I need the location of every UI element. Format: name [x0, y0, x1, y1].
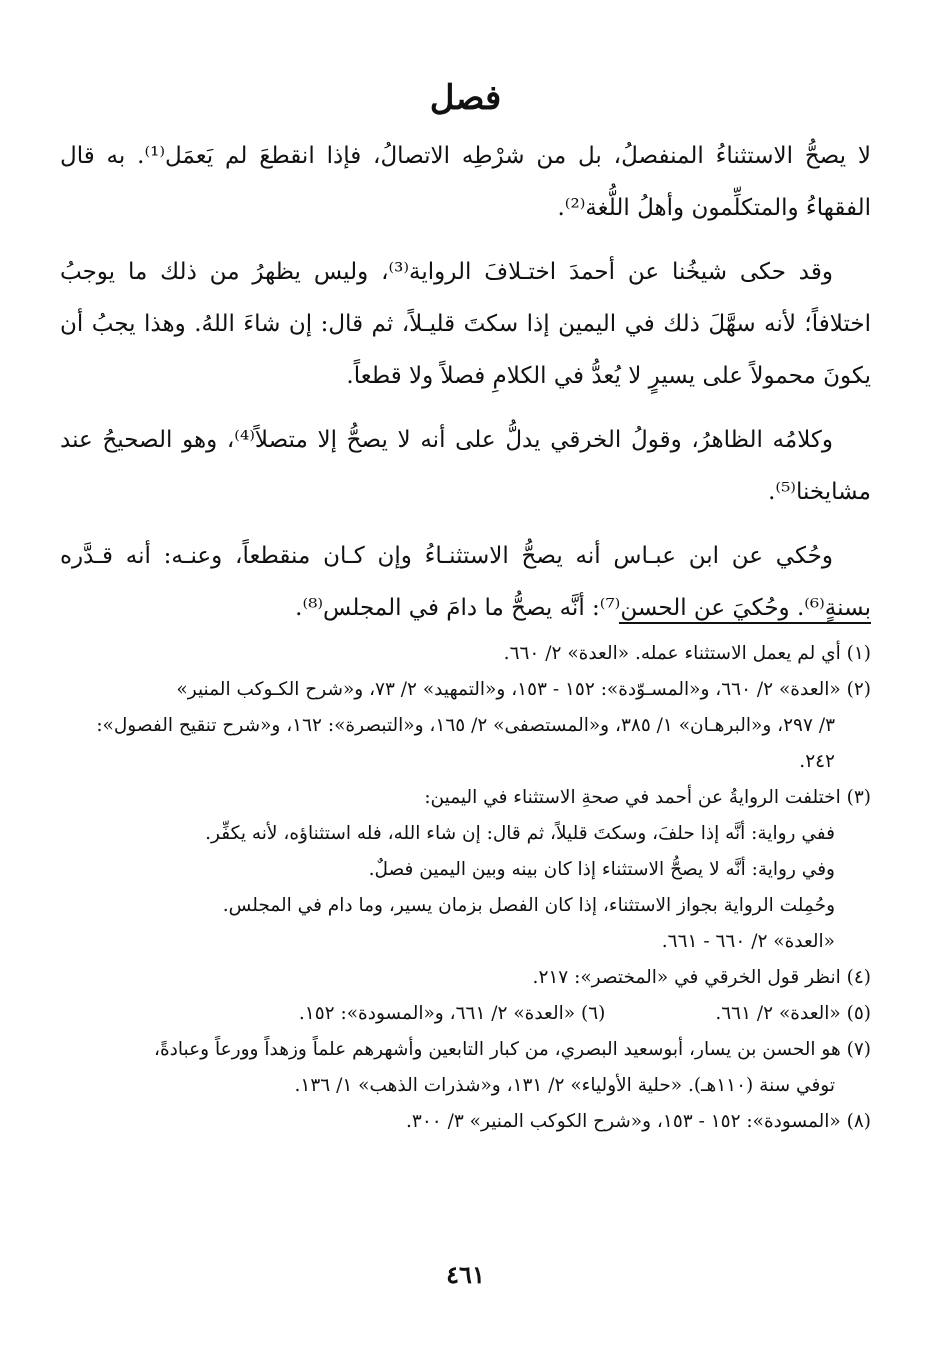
- footnote-row-5-6: [60, 996, 871, 1032]
- footnote-1: (١) أي لم يعمل الاستثناء عمله. «العدة» ٢/ ٦٦٠.: [503, 643, 871, 664]
- paragraph-3: وكلامُه الظاهرُ، وقولُ الخرقي يدلُّ على أنه لا يصحُّ إلا متصلاً⁽⁴⁾، وهو الصحيحُ عند مشايخنا⁽⁵⁾.: [60, 427, 871, 505]
- footnotes: [60, 636, 871, 1140]
- paragraph-4: وحُكي عن ابن عبـاس أنه يصحُّ الاستثنـاءُ وإن كـان منقطعاً، وعنـه: أنه قـدَّره بسنةٍ⁽⁶⁾. وحُكيَ عن الحسن⁽⁷⁾: أنَّه يصحُّ ما دامَ في المجلس⁽⁸⁾.: [60, 543, 871, 621]
- footnote-8: (٨) «المسودة»: ١٥٢ - ١٥٣، و«شرح الكوكب المنير» ٣/ ٣٠٠.: [406, 1111, 871, 1132]
- footnote-3-line-a: ففي رواية: أنَّه إذا حلفَ، وسكتَ قليلاً، ثم قال: إن شاء الله، فله استثناؤه، لأنه يكفِّر.: [205, 823, 835, 844]
- page-number: ٤٦١: [446, 1260, 485, 1289]
- footnote-7: (٧) هو الحسن بن يسار، أبوسعيد البصري، من كبار التابعين وأشهرهم علماً وزهداً وورعاً وعبادةً،: [154, 1039, 871, 1060]
- footnote-7-continued: توفي سنة (١١٠هـ). «حلية الأولياء» ٢/ ١٣١، و«شذرات الذهب» ١/ ١٣٦.: [294, 1075, 835, 1096]
- section-heading: فصل: [429, 78, 502, 118]
- paragraph-1: لا يصحُّ الاستثناءُ المنفصلُ، بل من شرْطِه الاتصالُ، فإذا انقطعَ لم يَعمَل⁽¹⁾. به قال الفقهاءُ والمتكلِّمون وأهلُ اللُّغة⁽²⁾.: [60, 143, 871, 221]
- footnote-5: (٥) «العدة» ٢/ ٦٦١.: [715, 1003, 871, 1024]
- footnote-2-continued: ٣/ ٢٩٧، و«البرهـان» ١/ ٣٨٥، و«المستصفى» ٢/ ١٦٥، و«التبصرة»: ١٦٢، و«شرح تنقيح الفصول»: ٢٤٢.: [96, 715, 835, 772]
- footnote-divider: [619, 622, 871, 624]
- footnote-2: (٢) «العدة» ٢/ ٦٦٠، و«المسـوّدة»: ١٥٢ - ١٥٣، و«التمهيد» ٢/ ٧٣، و«شرح الكـوكب المنير»: [176, 679, 871, 700]
- paragraph-2: وقد حكى شيخُنا عن أحمدَ اختـلافَ الرواية⁽³⁾، وليس يظهرُ من ذلك ما يوجبُ اختلافاً؛ لأنه سهَّلَ ذلك في اليمين إذا سكتَ قليـلاً، ثم قال: إن شاءَ اللهُ. وهذا يجبُ أن يكونَ محمولاً على يسيرٍ لا يُعدُّ في الكلامِ فصلاً ولا قطعاً.: [60, 259, 871, 389]
- footnote-3-line-d: «العدة» ٢/ ٦٦٠ - ٦٦١.: [661, 931, 835, 952]
- footnote-3: (٣) اختلفت الروايةُ عن أحمد في صحةِ الاستثناء في اليمين:: [424, 787, 871, 808]
- footnote-6: (٦) «العدة» ٢/ ٦٦١، و«المسودة»: ١٥٢.: [298, 1003, 606, 1024]
- footnote-3-line-b: وفي رواية: أنَّه لا يصحُّ الاستثناء إذا كان بينه وبين اليمين فصلٌ.: [368, 859, 835, 880]
- footnote-4: (٤) انظر قول الخرقي في «المختصر»: ٢١٧.: [532, 967, 871, 988]
- footnote-3-line-c: وحُمِلت الرواية بجواز الاستثناء، إذا كان الفصل بزمان يسير، وما دام في المجلس.: [222, 895, 835, 916]
- main-text: [60, 130, 871, 646]
